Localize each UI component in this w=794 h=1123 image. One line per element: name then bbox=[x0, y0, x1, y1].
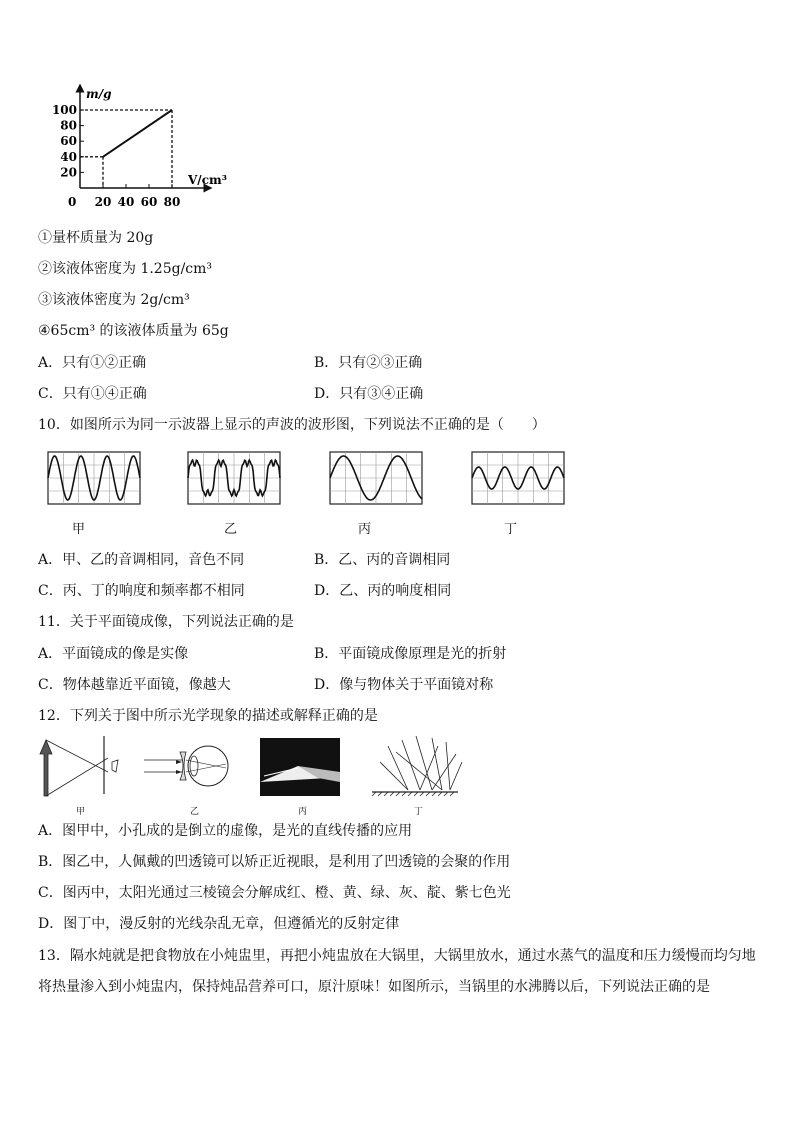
optics-label-jia: 甲 bbox=[76, 807, 86, 817]
y-tick-label: 100 bbox=[51, 103, 77, 117]
mass-volume-graph bbox=[50, 82, 240, 212]
q12-option-b[interactable]: B．图乙中，人佩戴的凹透镜可以矫正近视眼，是利用了凹透镜的会聚的作用 bbox=[38, 854, 511, 870]
waveform-svg bbox=[40, 448, 580, 538]
q10-option-d[interactable]: D．乙、丙的响度相同 bbox=[314, 583, 452, 599]
q11-option-d[interactable]: D．像与物体关于平面镜对称 bbox=[314, 677, 494, 693]
q12-option-c[interactable]: C．图丙中，太阳光通过三棱镜会分解成红、橙、黄、绿、灰、靛、紫七色光 bbox=[38, 885, 511, 901]
optics-label-bing: 丙 bbox=[298, 807, 308, 817]
waveform-panel bbox=[330, 452, 422, 504]
x-axis-label: V/cm³ bbox=[188, 173, 227, 187]
data-line bbox=[103, 110, 172, 157]
wave-label-ding: 丁 bbox=[504, 522, 518, 537]
optics-figures bbox=[36, 732, 466, 804]
q9-option-c[interactable]: C．只有①④正确 bbox=[38, 386, 147, 402]
optics-label-yi: 乙 bbox=[190, 807, 200, 817]
y-tick-label: 60 bbox=[60, 134, 77, 149]
prism-figure bbox=[260, 738, 340, 796]
origin-label: 0 bbox=[68, 195, 77, 209]
q12-option-a[interactable]: A．图甲中，小孔成的是倒立的虚像，是光的直线传播的应用 bbox=[38, 823, 413, 839]
x-tick-label: 60 bbox=[140, 195, 158, 209]
y-tick-label: 20 bbox=[60, 165, 77, 180]
y-axis-label: m/g bbox=[86, 87, 112, 101]
x-tick-label: 80 bbox=[163, 195, 181, 209]
q13-stem-line-2: 将热量渗入到小炖盅内，保持炖品营养可口，原汁原味！如图所示，当锅里的水沸腾以后，下列说法正确的是 bbox=[38, 979, 710, 995]
wave-label-yi: 乙 bbox=[224, 522, 238, 537]
q10-option-b[interactable]: B．乙、丙的音调相同 bbox=[314, 552, 451, 568]
waveform-panel bbox=[472, 452, 564, 504]
q10-option-a[interactable]: A．甲、乙的音调相同，音色不同 bbox=[38, 552, 245, 568]
q12-stem: 12．下列关于图中所示光学现象的描述或解释正确的是 bbox=[38, 708, 378, 724]
q10-option-c[interactable]: C．丙、丁的响度和频率都不相同 bbox=[38, 583, 245, 599]
statement-3: ③该液体密度为 2g/cm³ bbox=[38, 292, 190, 308]
waveform-panel bbox=[48, 452, 140, 504]
diffuse-reflection-figure bbox=[372, 736, 462, 796]
statement-2: ②该液体密度为 1.25g/cm³ bbox=[38, 261, 213, 277]
q11-option-c[interactable]: C．物体越靠近平面镜，像越大 bbox=[38, 677, 231, 693]
waveform-panel bbox=[188, 452, 280, 504]
q13-stem-line-1: 13．隔水炖就是把食物放在小炖盅里，再把小炖盅放在大锅里，大锅里放水，通过水蒸气的温度和压力缓慢而均匀地 bbox=[38, 948, 756, 964]
q9-option-a[interactable]: A．只有①②正确 bbox=[38, 355, 147, 371]
q10-stem: 10．如图所示为同一示波器上显示的声波的波形图，下列说法不正确的是（ ） bbox=[38, 417, 546, 433]
eye-lens-figure bbox=[144, 746, 228, 786]
q11-stem: 11．关于平面镜成像，下列说法正确的是 bbox=[38, 614, 294, 630]
q12-option-d[interactable]: D．图丁中，漫反射的光线杂乱无章，但遵循光的反射定律 bbox=[38, 916, 400, 932]
graph-svg bbox=[50, 82, 240, 212]
q9-option-b[interactable]: B．只有②③正确 bbox=[314, 355, 423, 371]
q11-option-a[interactable]: A．平面镜成的像是实像 bbox=[38, 646, 189, 662]
wave-label-jia: 甲 bbox=[72, 522, 86, 537]
optics-label-ding: 丁 bbox=[414, 807, 424, 817]
q11-option-b[interactable]: B．平面镜成像原理是光的折射 bbox=[314, 646, 507, 662]
waveform-figures bbox=[40, 448, 580, 538]
q9-option-d[interactable]: D．只有③④正确 bbox=[314, 386, 424, 402]
statement-4: ④65cm³ 的该液体质量为 65g bbox=[38, 323, 229, 339]
x-tick-label: 40 bbox=[117, 195, 135, 209]
y-tick-label: 40 bbox=[60, 149, 77, 164]
wave-label-bing: 丙 bbox=[358, 522, 372, 537]
statement-1: ①量杯质量为 20g bbox=[38, 230, 154, 246]
x-tick-label: 20 bbox=[94, 195, 112, 209]
pinhole-figure bbox=[40, 736, 118, 796]
optics-svg bbox=[36, 732, 466, 804]
y-tick-label: 80 bbox=[60, 118, 77, 133]
